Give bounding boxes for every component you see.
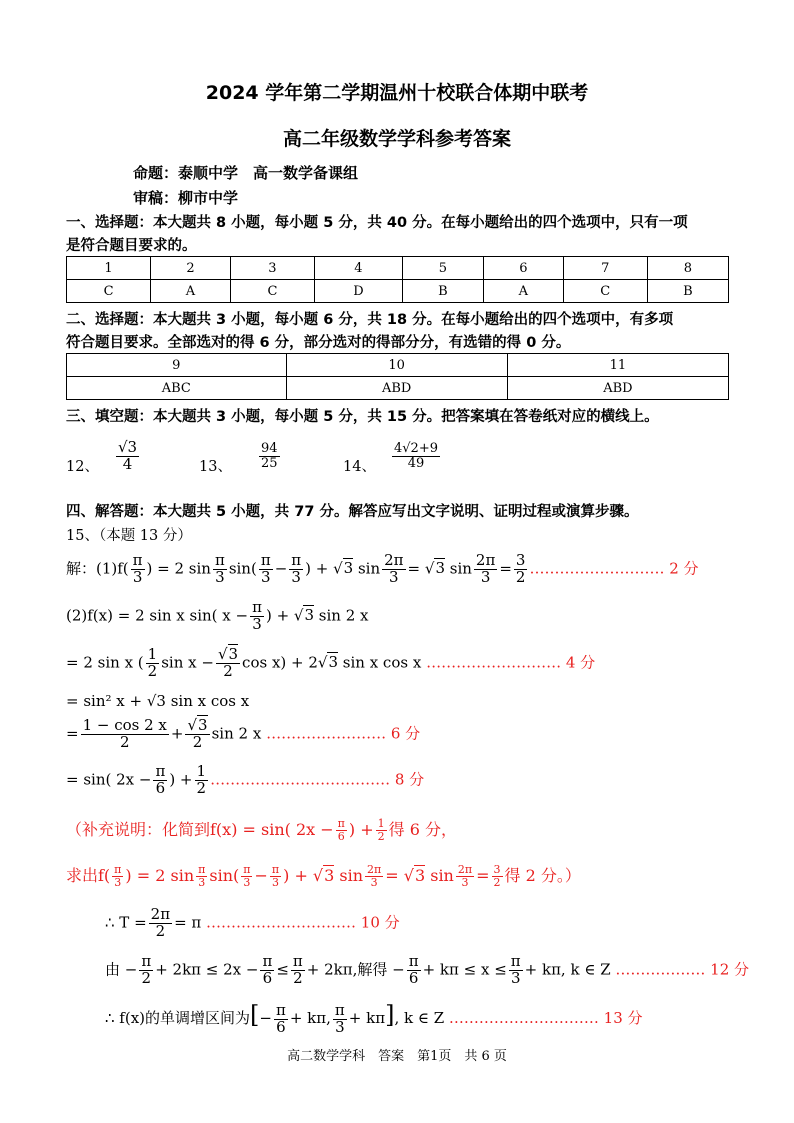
score-mark: ………………………… 13 分 [448, 1009, 643, 1027]
table-cell: 11 [507, 354, 728, 377]
solution-line-3: = 2 sin x ( $\frac{1}{2}$ sin x − $\frac{√3}{2}$ cos x) + 2√3 sin x cos x ……………………… 4 分 [66, 645, 596, 680]
table-cell: A [151, 280, 231, 303]
q14-label: 14、 [343, 459, 376, 475]
solution-line-6: = sin( 2x − $\frac{\pi}{6}$ ) + $\frac{1}{2}$ ……………………………… 8 分 [66, 762, 425, 797]
table-cell: 6 [483, 257, 563, 280]
section1-heading-cont: 是符合题目要求的。 [66, 238, 197, 254]
score-mark: ……………………… 4 分 [426, 653, 596, 672]
multi-choice-answer-table [66, 353, 729, 400]
section2-heading-cont: 符合题目要求。全部选对的得 6 分，部分选对的得部分分，有选错的得 0 分。 [66, 335, 571, 351]
table-cell: 3 [230, 257, 314, 280]
table-row [67, 280, 729, 303]
table-cell: ABD [286, 377, 507, 400]
section4-heading: 四、解答题：本大题共 5 小题，共 77 分。解答应写出文字说明、证明过程或演算步骤。 [66, 504, 639, 520]
score-mark: ……………… 12 分 [615, 960, 750, 979]
table-cell: 5 [402, 257, 483, 280]
supplement-note-2: 求出f( $\frac{\pi}{3}$ ) = 2 sin $\frac{\pi}{3}$ sin( $\frac{\pi}{3}$ − $\frac{\pi}{3}$ ) + √3 sin $\frac{2\pi}{3}$ = √3 sin $\frac{2\pi}{3}$ = $\frac{3}{2}$ 得 2 分。） [66, 863, 581, 889]
solution-line-5: = $\frac{1 - \cos 2 x}{2}$ + $\frac{√3}{2}$ sin 2 x …………………… 6 分 [66, 716, 421, 751]
choice-answer-table [66, 256, 729, 303]
q12-label: 12、 [66, 459, 99, 475]
monotonic-line: 由 − $\frac{\pi}{2}$ + 2kπ ≤ 2x − $\frac{\pi}{6}$ ≤ $\frac{\pi}{2}$ + 2kπ,解得 − $\frac{\pi}{6}$ + kπ ≤ x ≤ $\frac{\pi}{3}$ + kπ, k ∈ Z ……………… 12 分 [105, 952, 750, 987]
table-cell: C [563, 280, 647, 303]
table-cell: ABC [67, 377, 287, 400]
section3-heading: 三、填空题：本大题共 3 小题，每小题 5 分，共 15 分。把答案填在答卷纸对应的横线上。 [66, 409, 659, 425]
interval-line: ∴ f(x)的单调增区间为[− $\frac{\pi}{6}$ + kπ, $\frac{\pi}{3}$ + kπ], k ∈ Z ………………………… 13 分 [105, 1000, 643, 1036]
table-row [67, 257, 729, 280]
reviewer-line: 审稿：柳市中学 [133, 189, 239, 207]
author-line: 命题：泰顺中学 高一数学备课组 [133, 164, 359, 182]
table-cell: D [315, 280, 403, 303]
table-cell: B [647, 280, 728, 303]
q13-label: 13、 [199, 459, 232, 475]
solution-line-4: = sin² x + √3 sin x cos x [66, 692, 250, 710]
q13-answer: $\frac{94}{25}$ [261, 441, 278, 471]
table-cell: B [402, 280, 483, 303]
table-cell: C [67, 280, 151, 303]
period-line: ∴ T = $\frac{2\pi}{2}$ = π ………………………… 10 分 [105, 905, 400, 940]
table-cell: 9 [67, 354, 287, 377]
document-title: 2024 学年第二学期温州十校联合体期中联考 [205, 82, 589, 104]
section1-heading: 一、选择题：本大题共 8 小题，每小题 5 分，共 40 分。在每小题给出的四个选项中，只有一项 [66, 215, 688, 231]
table-cell: 4 [315, 257, 403, 280]
table-cell: 8 [647, 257, 728, 280]
table-cell: 7 [563, 257, 647, 280]
table-cell: C [230, 280, 314, 303]
score-mark: …………………… 6 分 [266, 724, 421, 743]
score-mark: ………………………… 10 分 [206, 913, 400, 932]
q14-answer: $\frac{4√2+9}{49}$ [394, 441, 438, 471]
section2-heading: 二、选择题：本大题共 3 小题，每小题 6 分，共 18 分。在每小题给出的四个选项中，有多项 [66, 312, 674, 328]
solution-line-1: 解：(1)f( $\frac{\pi}{3}$ ) = 2 sin $\frac{\pi}{3}$ sin( $\frac{\pi}{3}$ − $\frac{\pi}{3}$ ) + √3 sin $\frac{2\pi}{3}$ = √3 sin $\frac{2\pi}{3}$ = $\frac{3}{2}$ ……………………… 2 分 [66, 551, 699, 586]
solution-line-2: (2)f(x) = 2 sin x sin( x − $\frac{\pi}{3}$ ) + √3 sin 2 x [66, 598, 369, 633]
q15-label: 15、（本题 13 分） [66, 528, 192, 544]
page-footer: 高二数学学科 答案 第1页 共 6 页 [287, 1049, 507, 1064]
table-cell: 1 [67, 257, 151, 280]
supplement-note-1: （补充说明：化简到f(x) = sin( 2x − $\frac{\pi}{6}$ ) + $\frac{1}{2}$ 得 6 分， [66, 817, 457, 843]
document-subtitle: 高二年级数学学科参考答案 [282, 128, 511, 150]
score-mark: ……………………… 2 分 [529, 559, 699, 578]
table-cell: 2 [151, 257, 231, 280]
table-cell: 10 [286, 354, 507, 377]
score-mark: ……………………………… 8 分 [210, 770, 425, 789]
q12-answer: $\frac{√3}{4}$ [118, 438, 138, 473]
table-row [67, 354, 729, 377]
table-cell: ABD [507, 377, 728, 400]
table-cell: A [483, 280, 563, 303]
table-row [67, 377, 729, 400]
